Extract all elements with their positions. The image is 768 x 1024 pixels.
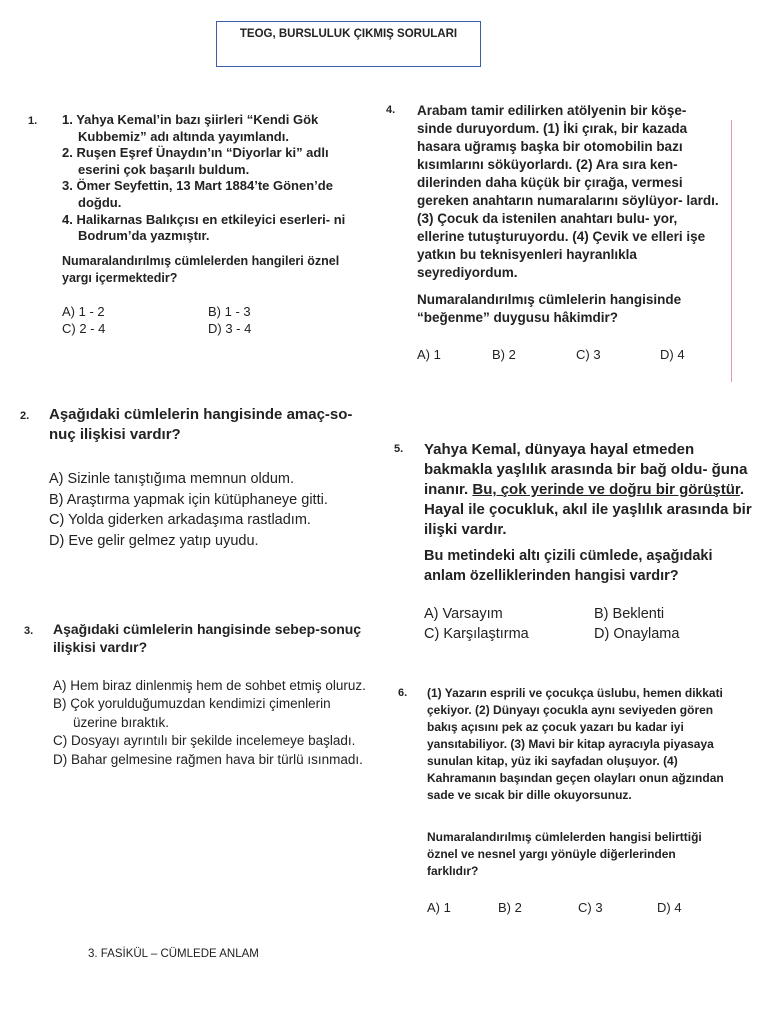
underlined-sentence: Bu, çok yerinde ve doğru bir görüştür — [472, 481, 740, 498]
question-3-prompt: Aşağıdaki cümlelerin hangisinde sebep-sonuç ilişkisi vardır? — [53, 621, 362, 655]
option-d[interactable]: D) 3 - 4 — [208, 321, 252, 336]
option-a[interactable]: A) 1 — [417, 347, 441, 362]
question-6-number: 6. — [398, 687, 408, 699]
question-6-text: (1) Yazarın esprili ve çocukça üslubu, hemen dikkati çekiyor. (2) Dünyayı çocukla aynı seviyeden gören bakış açısını pek az çocuk yazarı bu kadar iyi yansıtabiliyor. (3) Mavi bir kitap ayracıyla piyasaya sunulan kitap, yüz iki sayfadan oluşuyor. (4) Kahramanın başından geçen olayları onun ağzından sade ve sıcak bir dille okuyorsunuz. — [427, 686, 724, 802]
question-5-options — [424, 606, 744, 646]
question-2-prompt: Aşağıdaki cümlelerin hangisinde amaç-so- nuç ilişkisi vardır? — [49, 406, 353, 443]
option-a[interactable]: A) 1 — [427, 900, 451, 915]
option-d[interactable]: D) Onaylama — [594, 626, 680, 642]
question-5-prompt: Bu metindeki altı çizili cümlede, aşağıdaki anlam özelliklerinden hangisi vardır? — [424, 548, 713, 584]
option-c[interactable]: C) Dosyayı ayrıntılı bir şekilde incelemeye başladı. — [53, 733, 356, 749]
page-title: TEOG, BURSLULUK ÇIKMIŞ SORULARI — [216, 21, 481, 67]
question-1-number: 1. — [28, 115, 38, 127]
option-b[interactable]: B) 2 — [492, 347, 516, 362]
option-c[interactable]: C) 2 - 4 — [62, 321, 106, 336]
option-d[interactable]: D) Eve gelir gelmez yatıp uyudu. — [49, 532, 259, 549]
question-5-number: 5. — [394, 443, 404, 455]
footer-label: 3. FASİKÜL – CÜMLEDE ANLAM — [88, 948, 259, 960]
question-5-text — [424, 440, 754, 540]
option-c[interactable]: C) Karşılaştırma — [424, 626, 529, 642]
option-d[interactable]: D) 4 — [660, 347, 685, 362]
question-6-options — [427, 900, 727, 918]
option-b[interactable]: B) Çok yorulduğumuzdan kendimizi çimenlerin üzerine bıraktık. — [53, 696, 331, 730]
question-1-statement: 4. Halikarnas Balıkçısı en etkileyici eserleri- ni Bodrum’da yazmıştır. — [62, 211, 346, 244]
option-c[interactable]: C) 3 — [578, 900, 603, 915]
question-4-options — [417, 347, 717, 365]
question-1-prompt: Numaralandırılmış cümlelerden hangileri öznel yargı içermektedir? — [62, 254, 340, 285]
question-1-statement: 3. Ömer Seyfettin, 13 Mart 1884’te Gönen’de doğdu. — [62, 178, 333, 210]
option-a[interactable]: A) Hem biraz dinlenmiş hem de sohbet etmiş oluruz. — [53, 678, 366, 693]
question-4-text: Arabam tamir edilirken atölyenin bir köşe- sinde duruyordum. (1) İki çırak, bir kazada hasara uğramış başka bir otomobilin bazı kısımlarını söküyorlardı. (2) Ara sıra ken- dilerinden daha küçük bir çırağa, vermesi gereken anahtarın numaralarını söylüyor- lardı. (3) Çocuk da istenilen anahtarı bulu- yor, ellerine tutuşturuyordu. (4) Çevik ve elleri işe yatkın bu teknisyenleri hayranlıkla seyrediyordum. — [417, 103, 719, 280]
question-2-number: 2. — [20, 410, 30, 422]
question-3-number: 3. — [24, 625, 34, 637]
question-1-statement: 1. Yahya Kemal’in bazı şiirleri “Kendi Gök Kubbemiz” adı altında yayımlandı. — [62, 112, 319, 144]
option-b[interactable]: B) Beklenti — [594, 606, 665, 622]
question-1-statements — [62, 112, 362, 245]
question-4-prompt: Numaralandırılmış cümlelerin hangisinde “beğenme” duygusu hâkimdir? — [417, 292, 682, 325]
option-a[interactable]: A) 1 - 2 — [62, 304, 105, 319]
option-b[interactable]: B) 1 - 3 — [208, 304, 251, 319]
option-c[interactable]: C) Yolda giderken arkadaşıma rastladım. — [49, 512, 311, 528]
question-5-text-part: . Hayal ile çocukluk, akıl ile yaşlılık arasında bir ilişki vardır. — [424, 481, 752, 538]
question-4-number: 4. — [386, 104, 396, 116]
question-2-options — [49, 469, 379, 551]
option-b[interactable]: B) 2 — [498, 900, 522, 915]
option-a[interactable]: A) Sizinle tanıştığıma memnun oldum. — [49, 471, 294, 487]
page-margin-line — [731, 120, 732, 382]
option-d[interactable]: D) Bahar gelmesine rağmen hava bir türlü ısınmadı. — [53, 751, 363, 767]
question-1-statement: 2. Ruşen Eşref Ünaydın’ın “Diyorlar ki” adlı eserini çok başarılı buldum. — [62, 145, 329, 177]
question-1-options — [62, 304, 362, 340]
question-5-text-part: Yahya Kemal, dünyaya hayal etmeden bakmakla yaşlılık arasında bir bağ oldu- ğuna inanır. — [424, 441, 748, 498]
option-d[interactable]: D) 4 — [657, 900, 682, 915]
question-6-prompt: Numaralandırılmış cümlelerden hangisi belirttiği öznel ve nesnel yargı yönüyle diğerlerinden farklıdır? — [427, 830, 702, 878]
option-c[interactable]: C) 3 — [576, 347, 601, 362]
option-a[interactable]: A) Varsayım — [424, 606, 503, 622]
option-b[interactable]: B) Araştırma yapmak için kütüphaneye gitti. — [49, 491, 328, 508]
question-3-options — [53, 677, 373, 769]
